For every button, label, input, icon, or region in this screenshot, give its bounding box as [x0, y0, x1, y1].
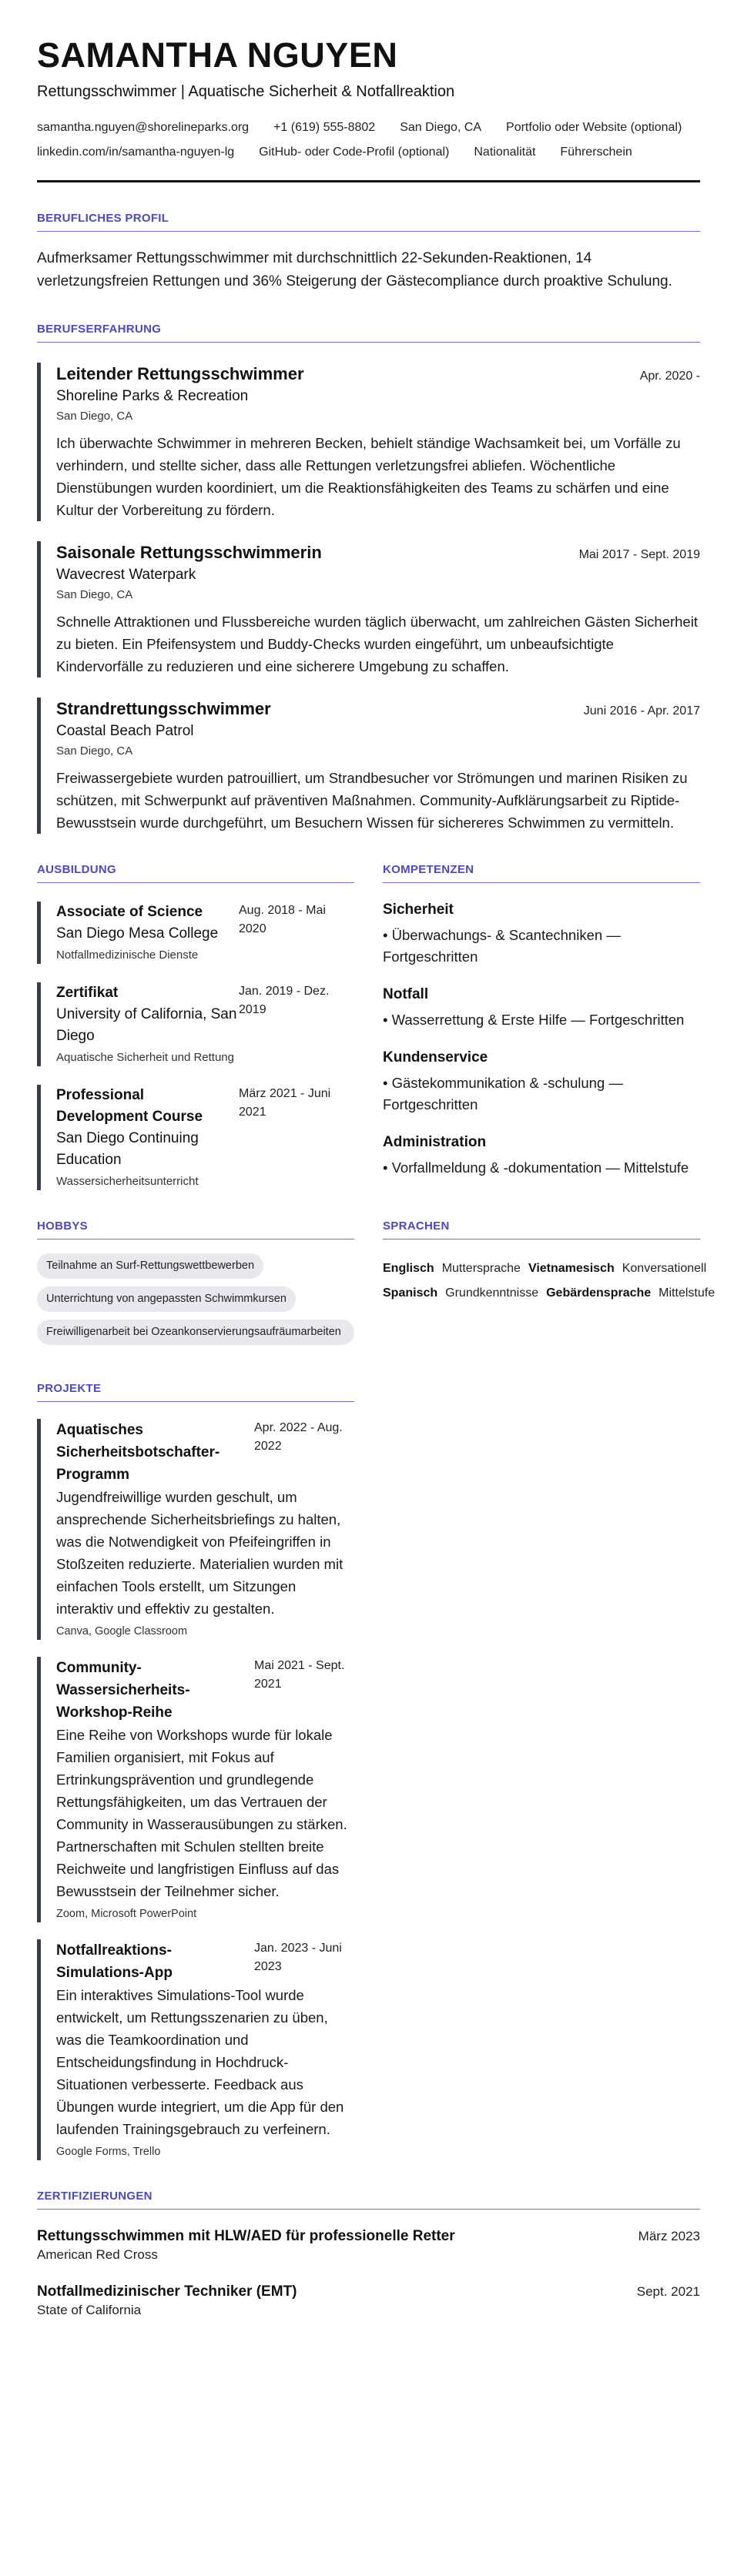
job-description: Ich überwachte Schwimmer in mehreren Becken, behielt ständige Wachsamkeit bei, um Vorfälle zu verhindern, und stellte sicher, dass alle Rettungen verletzungsfrei abliefen. Wöchentliche Dienstübungen wurden koordiniert, um die Reaktionsfähigkeiten des Teams zu schärfen und eine Kultur der Vorbereitung zu fördern. — [56, 435, 681, 518]
degree-name: Zertifikat — [56, 985, 119, 1001]
language-list — [383, 1256, 734, 1306]
job-title: Strandrettungsschwimmer — [56, 699, 271, 718]
contact-github[interactable]: GitHub- oder Code-Profil (optional) — [259, 146, 450, 159]
project-entry — [37, 1419, 354, 1640]
hobby-list — [37, 1253, 354, 1353]
section-title-profile: BERUFLICHES PROFIL — [37, 212, 700, 232]
skill-item: • Vorfallmeldung & -dokumentation — Mittelstufe — [383, 1159, 689, 1176]
experience-entry — [37, 363, 700, 521]
language-level: Grundkenntnisse — [445, 1286, 539, 1300]
degree-name: Associate of Science — [56, 904, 203, 920]
school-name: San Diego Mesa College — [56, 925, 219, 942]
skill-item: • Wasserrettung & Erste Hilfe — Fortgeschritten — [383, 1012, 685, 1028]
project-date: Jan. 2023 - Juni 2023 — [254, 1942, 342, 1973]
language-item — [528, 1256, 706, 1281]
project-tools: Zoom, Microsoft PowerPoint — [56, 1908, 197, 1920]
language-item — [546, 1281, 715, 1306]
section-title-languages: SPRACHEN — [383, 1219, 700, 1239]
skill-category: Administration — [383, 1134, 487, 1150]
job-description: Schnelle Attraktionen und Flussbereiche wurden täglich überwacht, um zahlreichen Gästen Sicherheit zu bieten. Ein Pfeifensystem und Buddy-Checks wurden eingeführt, um unbeaufsichtigte Kindervorfälle zu reduzieren und eine sicherere Umgebung zu schaffen. — [56, 614, 698, 674]
hobby-tag: Teilnahme an Surf-Rettungswettbewerben — [37, 1253, 263, 1279]
section-title-skills: KOMPETENZEN — [383, 863, 700, 883]
education-entry — [37, 902, 354, 964]
languages-column — [383, 1190, 716, 1353]
projects-column — [37, 1382, 354, 2160]
language-item — [383, 1281, 538, 1306]
candidate-tagline: Rettungsschwimmer | Aquatische Sicherheit & Notfallreaktion — [37, 83, 455, 100]
header-divider — [37, 180, 700, 182]
contact-portfolio[interactable]: Portfolio oder Website (optional) — [506, 121, 682, 134]
job-location: San Diego, CA — [56, 410, 133, 423]
skills-column — [383, 834, 700, 1190]
section-title-projects: PROJEKTE — [37, 1382, 354, 1402]
language-name: Gebärdensprache — [546, 1286, 652, 1300]
hobbies-column — [37, 1190, 354, 1353]
certification-issuer: State of California — [37, 2303, 142, 2317]
language-item — [383, 1256, 521, 1281]
project-date: Apr. 2022 - Aug. 2022 — [254, 1421, 343, 1453]
job-title: Leitender Rettungsschwimmer — [56, 364, 304, 383]
certification-name: Notfallmedizinischer Techniker (EMT) — [37, 2283, 297, 2300]
language-level: Mittelstufe — [659, 1286, 716, 1300]
field-of-study: Wassersicherheitsunterricht — [56, 1175, 199, 1188]
field-of-study: Aquatische Sicherheit und Rettung — [56, 1051, 234, 1064]
certification-date: März 2023 — [638, 2229, 700, 2243]
language-level: Konversationell — [622, 1262, 707, 1275]
education-date: März 2021 - Juni 2021 — [239, 1087, 331, 1119]
contact-phone[interactable]: +1 (619) 555-8802 — [273, 121, 376, 134]
field-of-study: Notfallmedizinische Dienste — [56, 948, 199, 962]
language-name: Spanisch — [383, 1286, 438, 1300]
job-title: Saisonale Rettungsschwimmerin — [56, 543, 322, 562]
contact-license: Führerschein — [560, 146, 632, 159]
job-date: Juni 2016 - Apr. 2017 — [583, 704, 700, 718]
project-description: Eine Reihe von Workshops wurde für lokale Familien organisiert, mit Fokus auf Ertrinkungsprävention und grundlegende Rettungsfähigkeiten, um das Vertrauen der Community in Wasserausübungen zu stärken. Partnerschaften mit Schulen stellten breite Reichweite und langfristigen Einfluss auf das Bewusstsein der Teilnehmer sicher. — [56, 1727, 347, 1899]
certification-date: Sept. 2021 — [636, 2284, 700, 2299]
job-employer: Shoreline Parks & Recreation — [56, 388, 249, 404]
skill-category: Kundenservice — [383, 1049, 488, 1066]
section-title-hobbies: HOBBYS — [37, 1219, 354, 1239]
contact-list — [37, 115, 700, 165]
certification-entry — [37, 2228, 700, 2265]
project-entry — [37, 1657, 354, 1922]
project-description: Ein interaktives Simulations-Tool wurde entwickelt, um Rettungsszenarien zu üben, was die Teamkoordination und Entscheidungsfindung in Hochdruck-Situationen verbesserte. Feedback aus Übungen wurde integriert, um die App für den laufenden Trainingsgebrauch zu verfeinern. — [56, 1987, 344, 2137]
contact-linkedin[interactable]: linkedin.com/in/samantha-nguyen-lg — [37, 146, 235, 159]
education-column — [37, 834, 354, 1190]
project-tools: Google Forms, Trello — [56, 2146, 161, 2158]
job-location: San Diego, CA — [56, 744, 133, 758]
project-title: Notfallreaktions-Simulations-App — [56, 1942, 173, 1981]
project-tools: Canva, Google Classroom — [56, 1625, 188, 1638]
language-name: Vietnamesisch — [528, 1262, 615, 1275]
project-date: Mai 2021 - Sept. 2021 — [254, 1659, 345, 1691]
two-column-row — [37, 834, 700, 1190]
resume-header — [37, 35, 700, 182]
contact-location: San Diego, CA — [400, 121, 482, 134]
school-name: San Diego Continuing Education — [56, 1130, 199, 1168]
hobby-tag: Unterrichtung von angepassten Schwimmkursen — [37, 1286, 296, 1312]
section-title-education: AUSBILDUNG — [37, 863, 354, 883]
contact-email[interactable]: samantha.nguyen@shorelineparks.org — [37, 121, 250, 134]
education-entry — [37, 982, 354, 1066]
section-title-certifications: ZERTIFIZIERUNGEN — [37, 2190, 700, 2210]
skill-category: Sicherheit — [383, 902, 454, 918]
experience-entry — [37, 698, 700, 834]
skill-item: • Gästekommunikation & -schulung — Fortgeschritten — [383, 1075, 623, 1112]
project-title: Aquatisches Sicherheitsbotschafter-Programm — [56, 1422, 220, 1483]
two-column-row — [37, 1190, 716, 1353]
certification-name: Rettungsschwimmen mit HLW/AED für professionelle Retter — [37, 2228, 455, 2244]
candidate-name: SAMANTHA NGUYEN — [37, 35, 398, 75]
skill-item: • Überwachungs- & Scantechniken — Fortgeschritten — [383, 927, 621, 965]
experience-entry — [37, 541, 700, 677]
job-employer: Coastal Beach Patrol — [56, 723, 194, 739]
project-entry — [37, 1939, 354, 2160]
education-entry — [37, 1085, 354, 1190]
degree-name: Professional Development Course — [56, 1087, 203, 1125]
certification-issuer: American Red Cross — [37, 2247, 158, 2262]
project-description: Jugendfreiwillige wurden geschult, um ansprechende Sicherheitsbriefings zu halten, was die Notwendigkeit von Pfeifeingriffen in Stoßzeiten reduzierte. Materialien wurden mit einfachen Tools erstellt, um Sitzungen interaktiv und effektiv zu gestalten. — [56, 1489, 344, 1617]
hobby-tag: Freiwilligenarbeit bei Ozeankonservierungsaufräumarbeiten — [37, 1320, 354, 1345]
language-level: Muttersprache — [441, 1262, 521, 1275]
education-date: Aug. 2018 - Mai 2020 — [239, 904, 326, 935]
school-name: University of California, San Diego — [56, 1006, 237, 1044]
job-date: Apr. 2020 - — [639, 370, 700, 383]
section-title-experience: BERUFSERFAHRUNG — [37, 323, 700, 343]
contact-nationality: Nationalität — [474, 146, 536, 159]
job-date: Mai 2017 - Sept. 2019 — [578, 548, 700, 561]
certification-entry — [37, 2283, 700, 2320]
skill-category: Notfall — [383, 986, 429, 1002]
project-title: Community-Wassersicherheits-Workshop-Reihe — [56, 1660, 190, 1721]
language-name: Englisch — [383, 1262, 434, 1275]
job-employer: Wavecrest Waterpark — [56, 567, 196, 583]
profile-summary: Aufmerksamer Rettungsschwimmer mit durchschnittlich 22-Sekunden-Reaktionen, 14 verletzungsfreien Rettungen und 36% Steigerung der Gästecompliance durch proaktive Schulung. — [37, 250, 672, 289]
job-location: San Diego, CA — [56, 588, 133, 601]
job-description: Freiwassergebiete wurden patrouilliert, um Strandbesucher vor Strömungen und marinen Risiken zu schützen, mit Schwerpunkt auf präventiven Maßnahmen. Community-Aufklärungsarbeit zu Riptide-Bewusstsein wurde durchgeführt, um Besuchern Wissen für sichereres Schwimmen zu vermitteln. — [56, 770, 688, 831]
education-date: Jan. 2019 - Dez. 2019 — [239, 985, 330, 1016]
